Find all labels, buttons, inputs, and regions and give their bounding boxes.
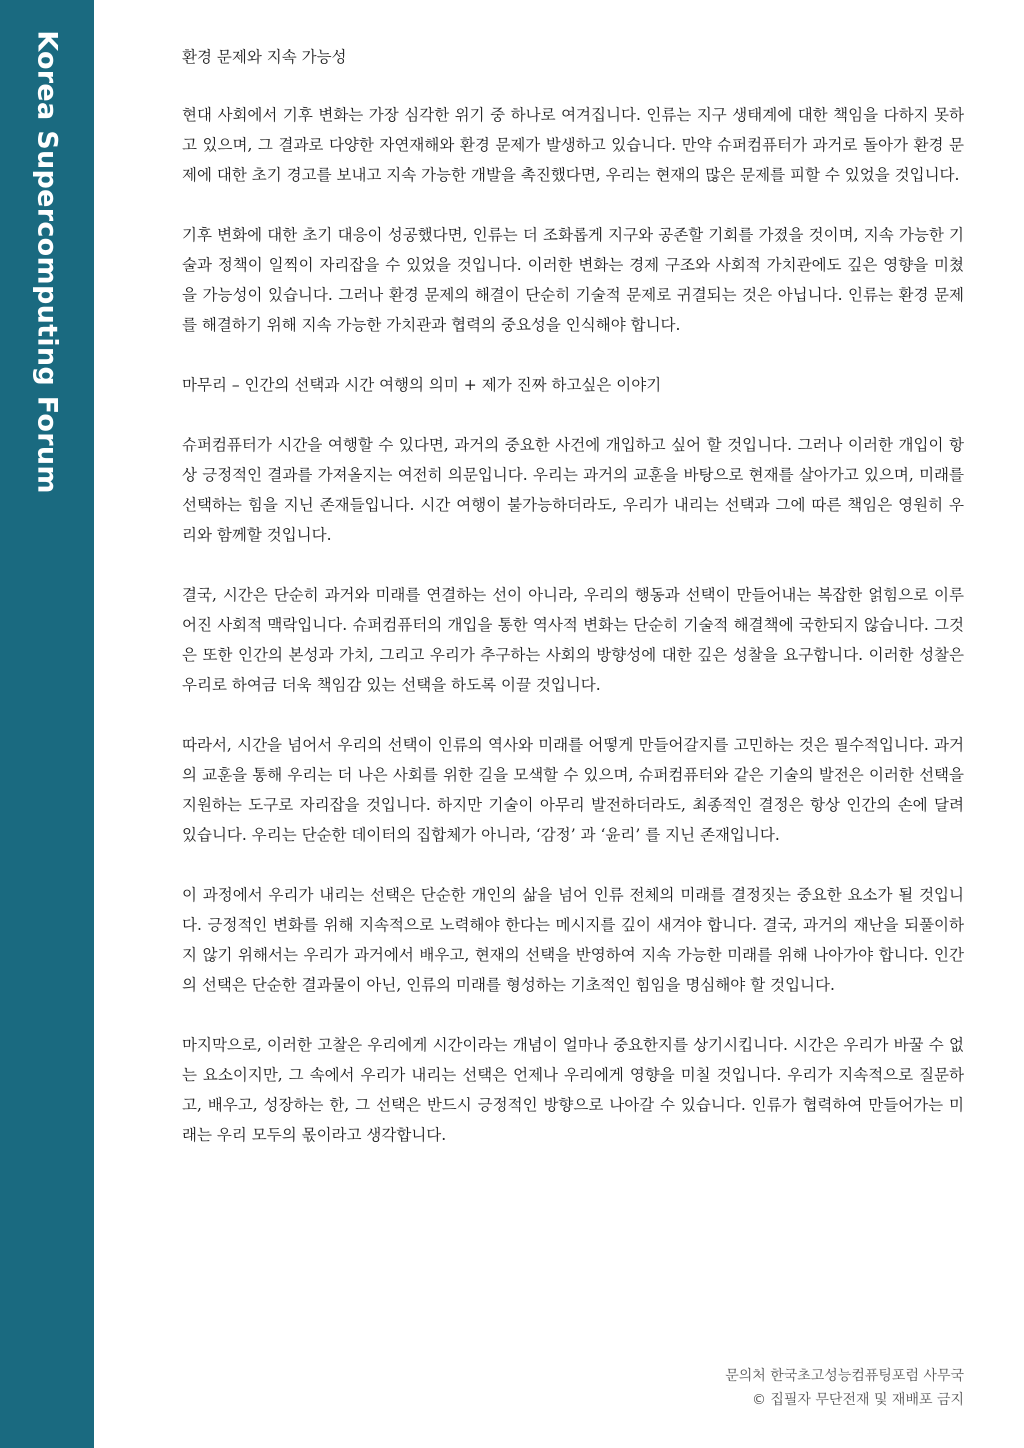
paragraph: 현대 사회에서 기후 변화는 가장 심각한 위기 중 하나로 여겨집니다. 인류는 지구 생태계에 대한 책임을 다하지 못하고 있으며, 그 결과로 다양한 자연재해와 환경 문제가 발생하고 있습니다. 만약 슈퍼컴퓨터가 과거로 돌아가 환경 문제에 대한 초기 경고를 보내고 지속 가능한 개발을 촉진했다면, 우리는 현재의 많은 문제를 피할 수 있었을 것입니다. <box>182 106 964 184</box>
footer <box>725 1364 964 1412</box>
paragraph: 마지막으로, 이러한 고찰은 우리에게 시간이라는 개념이 얼마나 중요한지를 상기시킵니다. 시간은 우리가 바꿀 수 없는 요소이지만, 그 속에서 우리가 내리는 선택은 언제나 우리에게 영향을 미칠 것입니다. 우리가 지속적으로 질문하고, 배우고, 성장하는 한, 그 선택은 반드시 긍정적인 방향으로 나아갈 수 있습니다. 인류가 협력하여 만들어가는 미래는 우리 모두의 몫이라고 생각합니다. <box>182 1036 964 1144</box>
sidebar <box>0 0 94 1448</box>
paragraph: 이 과정에서 우리가 내리는 선택은 단순한 개인의 삶을 넘어 인류 전체의 미래를 결정짓는 중요한 요소가 될 것입니다. 긍정적인 변화를 위해 지속적으로 노력해야 한다는 메시지를 깊이 새겨야 합니다. 결국, 과거의 재난을 되풀이하지 않기 위해서는 우리가 과거에서 배우고, 현재의 선택을 반영하여 지속 가능한 미래를 위해 나아가야 합니다. 인간의 선택은 단순한 결과물이 아닌, 인류의 미래를 형성하는 기초적인 힘임을 명심해야 할 것입니다. <box>182 886 964 994</box>
section-title: 환경 문제와 지속 가능성 <box>182 48 347 66</box>
paragraph: 따라서, 시간을 넘어서 우리의 선택이 인류의 역사와 미래를 어떻게 만들어갈지를 고민하는 것은 필수적입니다. 과거의 교훈을 통해 우리는 더 나은 사회를 위한 길을 모색할 수 있으며, 슈퍼컴퓨터와 같은 기술의 발전은 이러한 선택을 지원하는 도구로 자리잡을 것입니다. 하지만 기술이 아무리 발전하더라도, 최종적인 결정은 항상 인간의 손에 달려 있습니다. 우리는 단순한 데이터의 집합체가 아니라, ‘감정’ 과 ‘윤리’ 를 지닌 존재입니다. <box>182 736 964 844</box>
footer-contact: 문의처 한국초고성능컴퓨팅포럼 사무국 <box>725 1368 964 1384</box>
paragraph: 슈퍼컴퓨터가 시간을 여행할 수 있다면, 과거의 중요한 사건에 개입하고 싶어 할 것입니다. 그러나 이러한 개입이 항상 긍정적인 결과를 가져올지는 여전히 의문입니다. 우리는 과거의 교훈을 바탕으로 현재를 살아가고 있으며, 미래를 선택하는 힘을 지닌 존재들입니다. 시간 여행이 불가능하더라도, 우리가 내리는 선택과 그에 따른 책임은 영원히 우리와 함께할 것입니다. <box>182 436 964 544</box>
document-body <box>182 42 964 1180</box>
paragraph: 결국, 시간은 단순히 과거와 미래를 연결하는 선이 아니라, 우리의 행동과 선택이 만들어내는 복잡한 얽힘으로 이루어진 사회적 맥락입니다. 슈퍼컴퓨터의 개입을 통한 역사적 변화는 단순히 기술적 해결책에 국한되지 않습니다. 그것은 또한 인간의 본성과 가치, 그리고 우리가 추구하는 사회의 방향성에 대한 깊은 성찰을 요구합니다. 이러한 성찰은 우리로 하여금 더욱 책임감 있는 선택을 하도록 이끌 것입니다. <box>182 586 964 694</box>
footer-copyright: © 집필자 무단전재 및 재배포 금지 <box>751 1392 964 1408</box>
section-subheading: 마무리 – 인간의 선택과 시간 여행의 의미 + 제가 진짜 하고싶은 이야기 <box>182 376 662 394</box>
paragraph: 기후 변화에 대한 초기 대응이 성공했다면, 인류는 더 조화롭게 지구와 공존할 기회를 가졌을 것이며, 지속 가능한 기술과 정책이 일찍이 자리잡을 수 있었을 것입니다. 이러한 변화는 경제 구조와 사회적 가치관에도 깊은 영향을 미쳤을 가능성이 있습니다. 그러나 환경 문제의 해결이 단순히 기술적 문제로 귀결되는 것은 아닙니다. 인류는 환경 문제를 해결하기 위해 지속 가능한 가치관과 협력의 중요성을 인식해야 합니다. <box>182 226 964 334</box>
sidebar-title: Korea Supercomputing Forum <box>31 30 63 494</box>
